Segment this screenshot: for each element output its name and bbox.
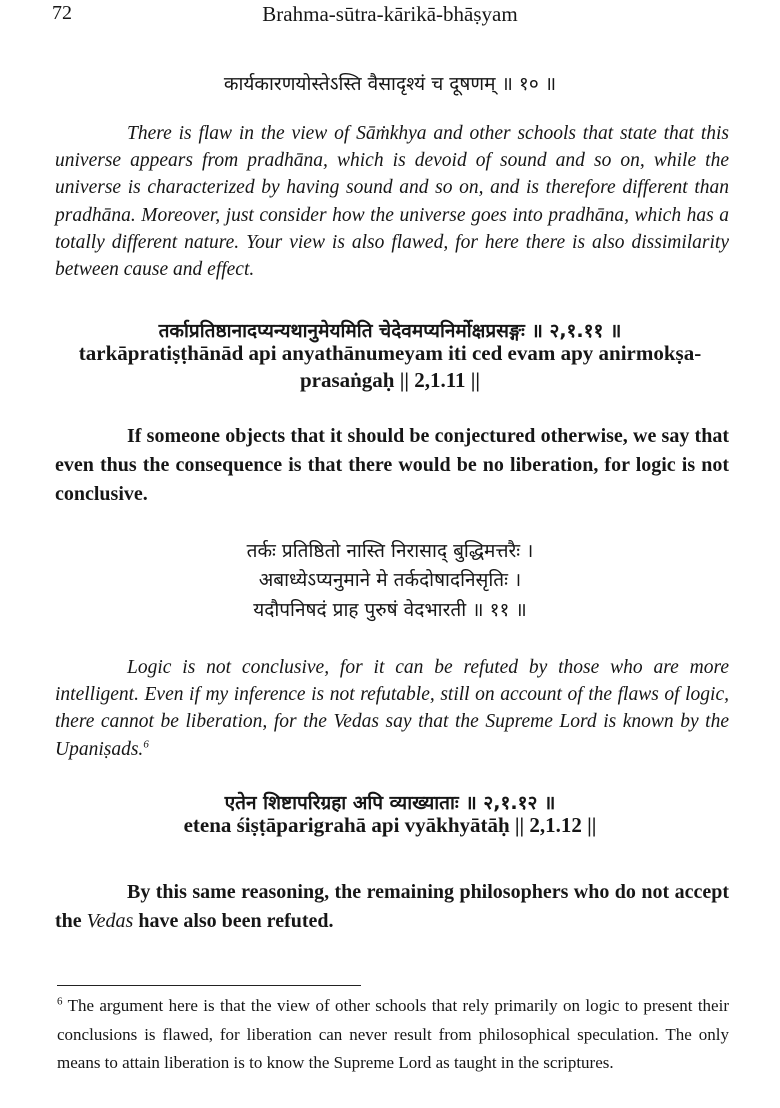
- commentary-10-text: There is flaw in the view of Sāṁkhya and other schools that state that this universe appears from pradhāna, which is devoid of sound and so on, while the universe is characterized by having sound and so on, and is therefore different than pradhāna. Moreover, just consider how the universe goes into pradhāna, which has a totally different nature. Your view is also flawed, for here there is also dissimilarity between cause and effect.: [55, 123, 729, 281]
- verse-11-line-3: यदौपनिषदं प्राह पुरुषं वेदभारती ॥ ११ ॥: [253, 599, 527, 621]
- sutra-2-1-11-translation-text: If someone objects that it should be conjectured otherwise, we say that even thus the consequence is that there would be no liberation, for logic is not conclusive.: [55, 425, 729, 505]
- commentary-10: [55, 120, 729, 283]
- sutra-2-1-12-transliteration: etena śiṣṭāparigrahā api vyākhyātāḥ || 2,1.12 ||: [183, 813, 597, 837]
- page-number: 72: [52, 2, 72, 24]
- sutra-2-1-12-devanagari: एतेन शिष्टापरिग्रहा अपि व्याख्याताः ॥ २,१.१२ ॥: [224, 792, 556, 814]
- footnote-reference[interactable]: 6: [143, 738, 149, 751]
- translation-text-end: have also been refuted.: [133, 910, 334, 932]
- commentary-11-text: Logic is not conclusive, for it can be refuted by those who are more intelligent. Even if my inference is not refutable, still on account of the flaws of logic, there cannot be liberation, for the Vedas say that the Supreme Lord is known by the Upaniṣads.: [55, 657, 729, 760]
- translation-italic-vedas: Vedas: [86, 910, 134, 932]
- sutra-2-1-11-translation: [55, 422, 729, 509]
- sutra-2-1-11-devanagari: तर्काप्रतिष्ठानादप्यन्यथानुमेयमिति चेदेवमप्यनिर्मोक्षप्रसङ्गः ॥ २,१.११ ॥: [158, 320, 622, 342]
- commentary-11: [55, 654, 729, 763]
- footnote-text: The argument here is that the view of other schools that rely primarily on logic to present their conclusions is flawed, for liberation can never result from philosophical speculation. The only means to attain liberation is to know the Supreme Lord as taught in the scriptures.: [57, 996, 729, 1072]
- sutra-2-1-11-transliteration-line1: tarkāpratiṣṭhānād api anyathānumeyam iti ced evam apy anirmokṣa-: [78, 341, 702, 365]
- translation-text-start: By this same reasoning, the remaining philosophers who do not accept the: [55, 881, 729, 932]
- verse-11-line-1: तर्कः प्रतिष्ठितो नास्ति निरासाद् बुद्धिमत्तरैः ।: [246, 540, 534, 562]
- verse-10-devanagari: कार्यकारणयोस्तेऽस्ति वैसादृश्यं च दूषणम् ॥ १० ॥: [223, 73, 557, 95]
- footnote-marker: 6: [57, 995, 63, 1008]
- footnote-6: [57, 992, 729, 1078]
- sutra-2-1-12-translation: [55, 878, 729, 936]
- footnote-divider: [57, 985, 361, 986]
- sutra-2-1-11-transliteration-line2: prasaṅgaḥ || 2,1.11 ||: [299, 368, 481, 392]
- verse-11-line-2: अबाध्येऽप्यनुमाने मे तर्कदोषादनिसृतिः ।: [258, 569, 522, 591]
- running-title: Brahma-sūtra-kārikā-bhāṣyam: [262, 2, 518, 26]
